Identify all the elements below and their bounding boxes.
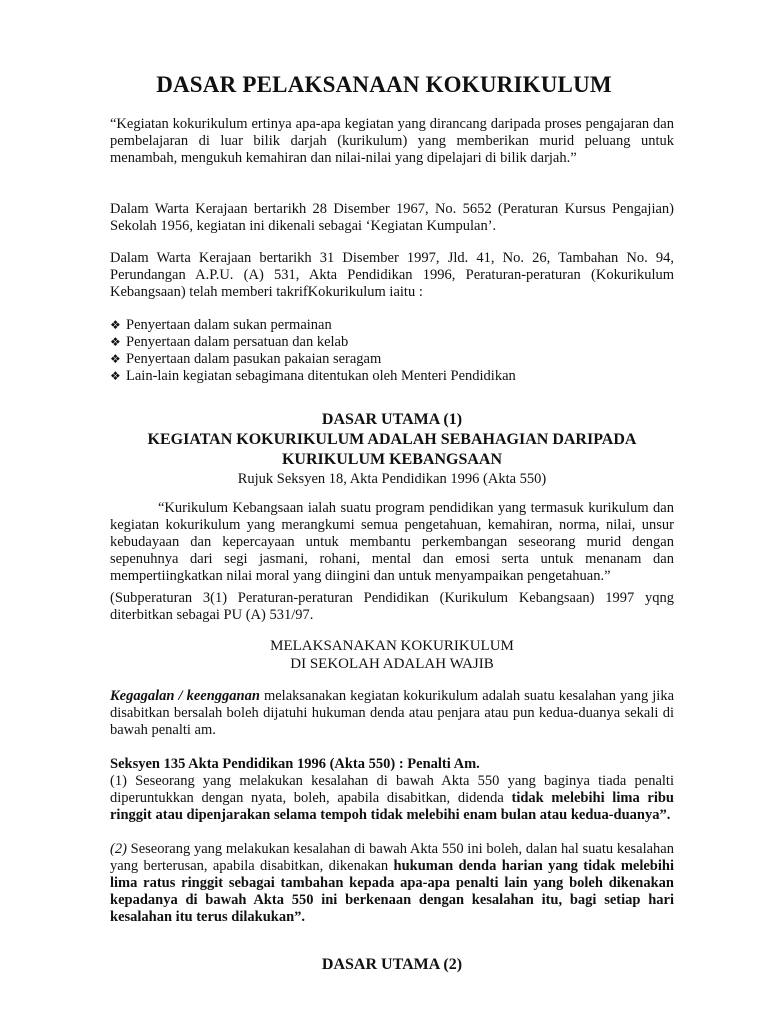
seksyen-heading: Seksyen 135 Akta Pendidikan 1996 (Akta 550) : Penalti Am.: [110, 756, 480, 772]
dasar-utama-2-heading: DASAR UTAMA (2): [321, 956, 463, 973]
wajib-header: [110, 637, 674, 673]
wajib-heading-line2: DI SEKOLAH ADALAH WAJIB: [290, 656, 494, 672]
diamond-bullet-icon: ❖: [110, 335, 121, 349]
seksyen-clause-1: (1) Seseorang yang melakukan kesalahan di bawah Akta 550 yang baginya tiada penalti diperuntukkan dengan nyata, boleh, apabila disabitkan, didenda tidak melebihi lima ribu ringgit atau dipenjarakan selama tempoh tidak melebihi enam bulan atau kedua-duanya”.: [110, 773, 675, 823]
dasar-utama-1-subheading-2: KURIKULUM KEBANGSAAN: [281, 451, 502, 468]
intro-quote: “Kegiatan kokurikulum ertinya apa-apa kegiatan yang dirancang daripada proses pengajaran dan pembelajaran di luar bilik darjah (kurikulum) yang memberikan murid peluang untuk menambah, mengukuh kemahiran dan nilai-nilai yang dipelajari di bilik darjah.”: [110, 116, 674, 166]
kokurikulum-list: [110, 317, 674, 385]
dasar-utama-1-reference: Rujuk Seksyen 18, Akta Pendidikan 1996 (Akta 550): [237, 471, 547, 487]
paragraph-1967: Dalam Warta Kerajaan bertarikh 28 Disember 1967, No. 5652 (Peraturan Kursus Pengajian) Sekolah 1956, kegiatan ini dikenali sebagai ‘Kegiatan Kumpulan’.: [110, 201, 674, 234]
diamond-bullet-icon: ❖: [110, 352, 121, 366]
list-item: ❖ Lain-lain kegiatan sebagimana ditentukan oleh Menteri Pendidikan: [110, 368, 516, 384]
subperaturan-note: (Subperaturan 3(1) Peraturan-peraturan Pendidikan (Kurikulum Kebangsaan) 1997 yqng diterbitkan sebagai PU (A) 531/97.: [110, 590, 674, 623]
page-title: DASAR PELAKSANAAN KOKURIKULUM: [156, 72, 612, 97]
wajib-paragraph: Kegagalan / keengganan melaksanakan kegiatan kokurikulum adalah suatu kesalahan yang jika disabitkan bersalah boleh dijatuhi hukuman denda atau penjara atau pun kedua-duanya sekali di bawah penalti am.: [110, 688, 675, 738]
dasar-utama-1-subheading: KEGIATAN KOKURIKULUM ADALAH SEBAHAGIAN DARIPADA: [147, 431, 637, 448]
wajib-heading-line1: MELAKSANAKAN KOKURIKULUM: [270, 638, 514, 654]
diamond-bullet-icon: ❖: [110, 369, 121, 383]
list-item: ❖ Penyertaan dalam sukan permainan: [110, 317, 332, 333]
paragraph-1997: Dalam Warta Kerajaan bertarikh 31 Disember 1997, Jld. 41, No. 26, Tambahan No. 94, Perundangan A.P.U. (A) 531, Akta Pendidikan 1996, Peraturan-peraturan (Kokurikulum Kebangsaan) telah memberi takrifKokurikulum iaitu :: [110, 250, 674, 300]
list-item: ❖ Penyertaan dalam persatuan dan kelab: [110, 334, 349, 350]
dasar-utama-1-header: [110, 410, 674, 488]
dasar-utama-1-heading: DASAR UTAMA (1): [321, 411, 463, 428]
seksyen-clause-2: (2) Seseorang yang melakukan kesalahan di bawah Akta 550 ini boleh, dalan hal suatu kesalahan yang berterusan, apabila disabitkan, dikenakan hukuman denda harian yang tidak melebihi lima ratus ringgit sebagai tambahan kepada apa-apa penalti lain yang boleh dikenakan kepadanya di bawah Akta 550 ini berkenaan dengan kesalahan itu, bagi setiap hari kesalahan itu terus dilakukan”.: [110, 841, 674, 925]
kurikulum-quote: “Kurikulum Kebangsaan ialah suatu program pendidikan yang termasuk kurikulum dan kegiatan kokurikulum yang merangkumi semua pengetahuan, kemahiran, norma, nilai, unsur kebudayaan dan kepercayaan untuk membantu perkembangan seseorang murid dengan sepenuhnya dari segi jasmani, rohani, mental dan emosi serta untuk menanam dan mempertiingkatkan nilai moral yang diingini dan untuk menyampaikan pengetahuan.”: [110, 500, 674, 584]
list-item: ❖ Penyertaan dalam pasukan pakaian seragam: [110, 351, 382, 367]
wajib-lead: Kegagalan / keengganan: [110, 688, 260, 704]
diamond-bullet-icon: ❖: [110, 318, 121, 332]
